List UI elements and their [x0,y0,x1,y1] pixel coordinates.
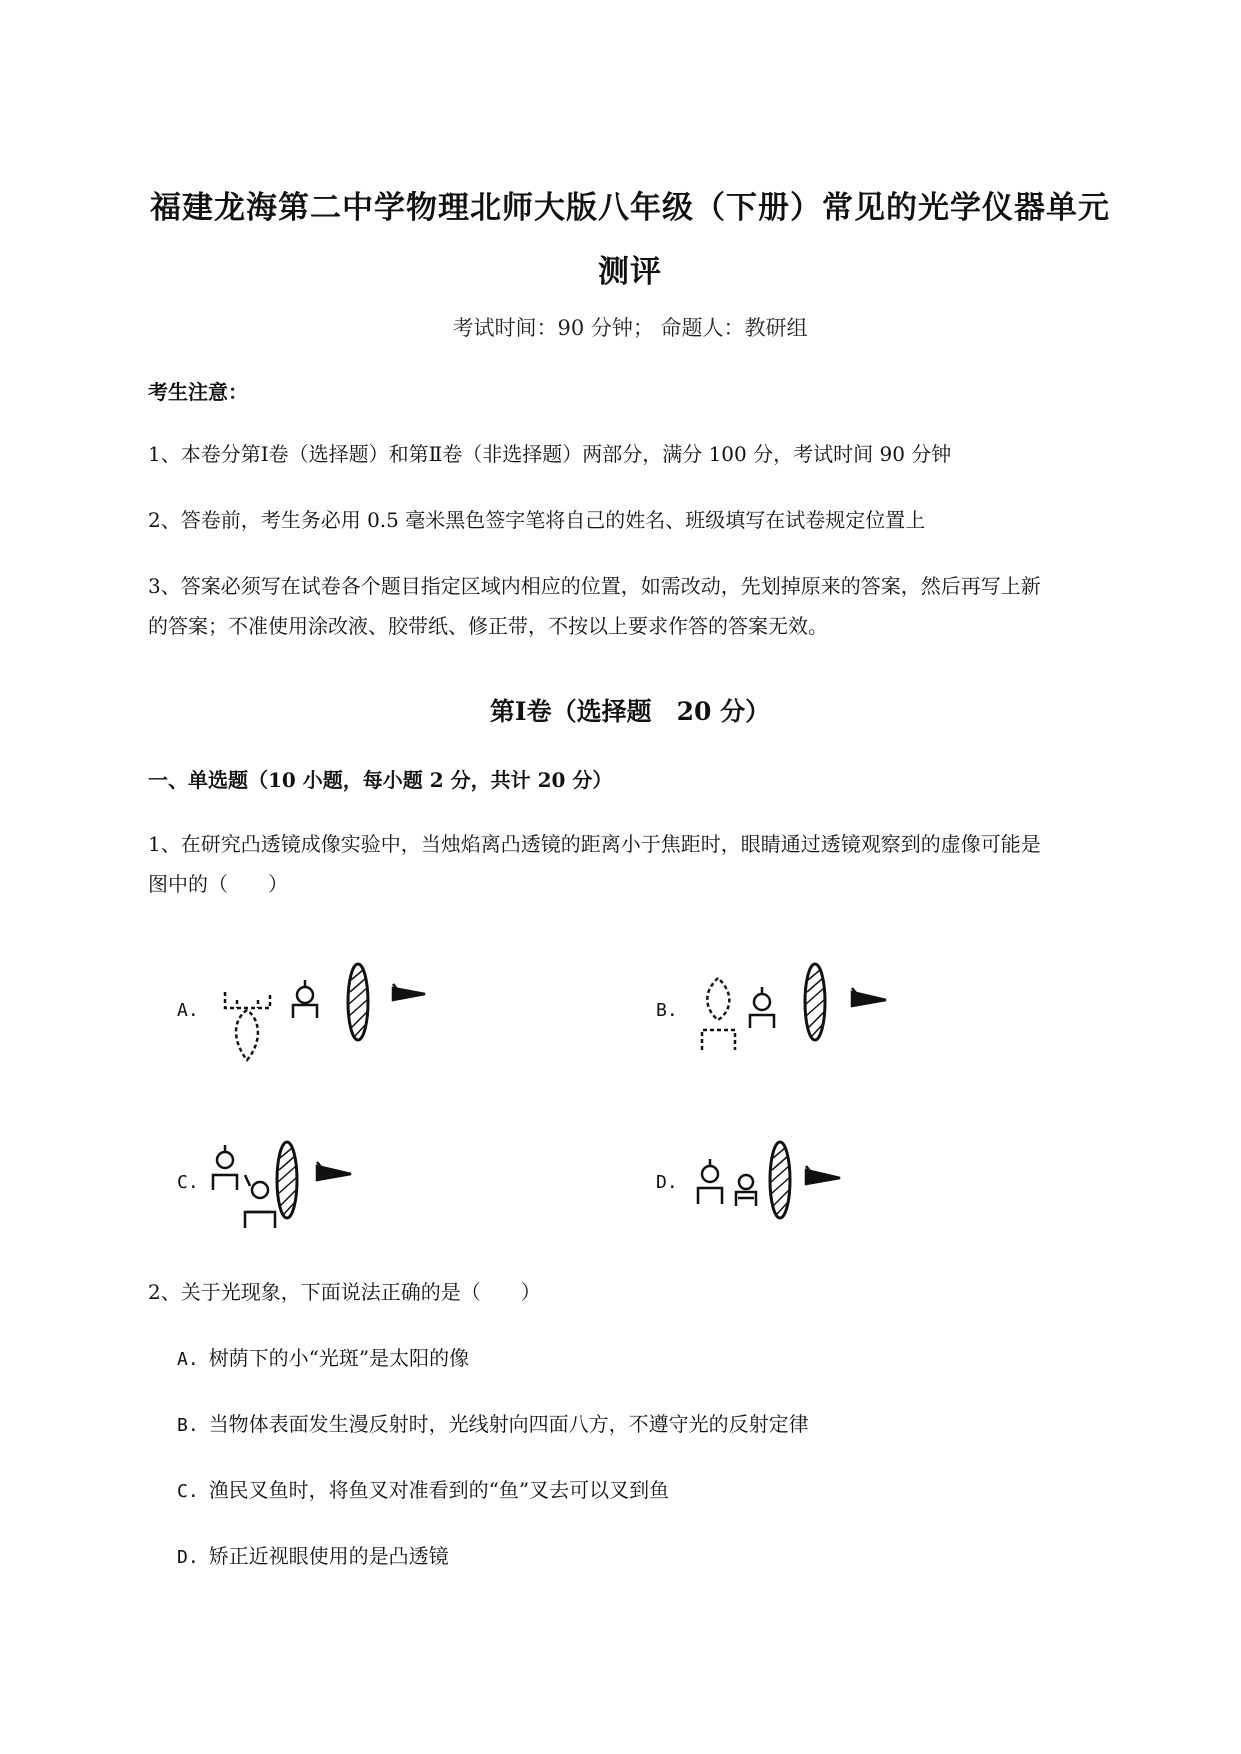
q2-option-a [177,1346,469,1372]
q2-option-a-text: 树荫下的小“光斑”是太阳的像 [208,1346,470,1370]
q1-option-b-figure [690,960,910,1070]
section-title: 第Ⅰ卷（选择题 20 分） [489,697,771,726]
exam-title-line1: 福建龙海第二中学物理北师大版八年级（下册）常见的光学仪器单元 [150,190,1110,226]
question-1-stem-line2: 图中的（ ） [148,872,288,896]
q1-option-a-label: A. [177,1000,199,1021]
q2-option-d [177,1544,449,1570]
q2-option-d-text: 矫正近视眼使用的是凸透镜 [208,1544,449,1568]
q2-option-c [177,1478,669,1504]
notice-item-2: 2、答卷前，考生务必用 0.5 毫米黑色签字笔将自己的姓名、班级填写在试卷规定位置上 [148,508,926,532]
q2-option-b-label: B. [177,1415,199,1436]
q2-option-a-label: A. [177,1349,199,1370]
question-1-stem-line1: 1、在研究凸透镜成像实验中，当烛焰离凸透镜的距离小于焦距时，眼睛通过透镜观察到的虚像可能是 [148,832,1041,856]
q2-option-d-label: D. [177,1547,199,1568]
q2-option-c-text: 渔民叉鱼时，将鱼叉对准看到的“鱼”叉去可以叉到鱼 [208,1478,670,1502]
q1-option-d-label: D. [656,1172,678,1193]
q2-option-b-text: 当物体表面发生漫反射时，光线射向四面八方，不遵守光的反射定律 [208,1412,809,1436]
q1-option-a-figure [215,960,435,1070]
exam-subtitle: 考试时间：90 分钟； 命题人：教研组 [452,316,808,340]
q2-option-b [177,1412,809,1438]
q1-option-b-label: B. [656,1000,678,1021]
question-2-stem: 2、关于光现象，下面说法正确的是（ ） [148,1280,541,1304]
notice-item-1: 1、本卷分第Ⅰ卷（选择题）和第Ⅱ卷（非选择题）两部分，满分 100 分，考试时间 90 分钟 [148,442,952,466]
part-heading: 一、单选题（10 小题，每小题 2 分，共计 20 分） [148,768,613,792]
notice-heading: 考生注意： [148,380,248,404]
q1-option-d-figure [692,1130,862,1240]
notice-item-3-cont: 的答案；不准使用涂改液、胶带纸、修正带，不按以上要求作答的答案无效。 [148,614,828,638]
notice-item-3: 3、答案必须写在试卷各个题目指定区域内相应的位置，如需改动，先划掉原来的答案，然后再写上新 [148,574,1041,598]
exam-title-line2: 测评 [598,254,662,290]
q1-option-c-label: C. [177,1172,199,1193]
q2-option-c-label: C. [177,1481,199,1502]
q1-option-c-figure [205,1130,375,1240]
